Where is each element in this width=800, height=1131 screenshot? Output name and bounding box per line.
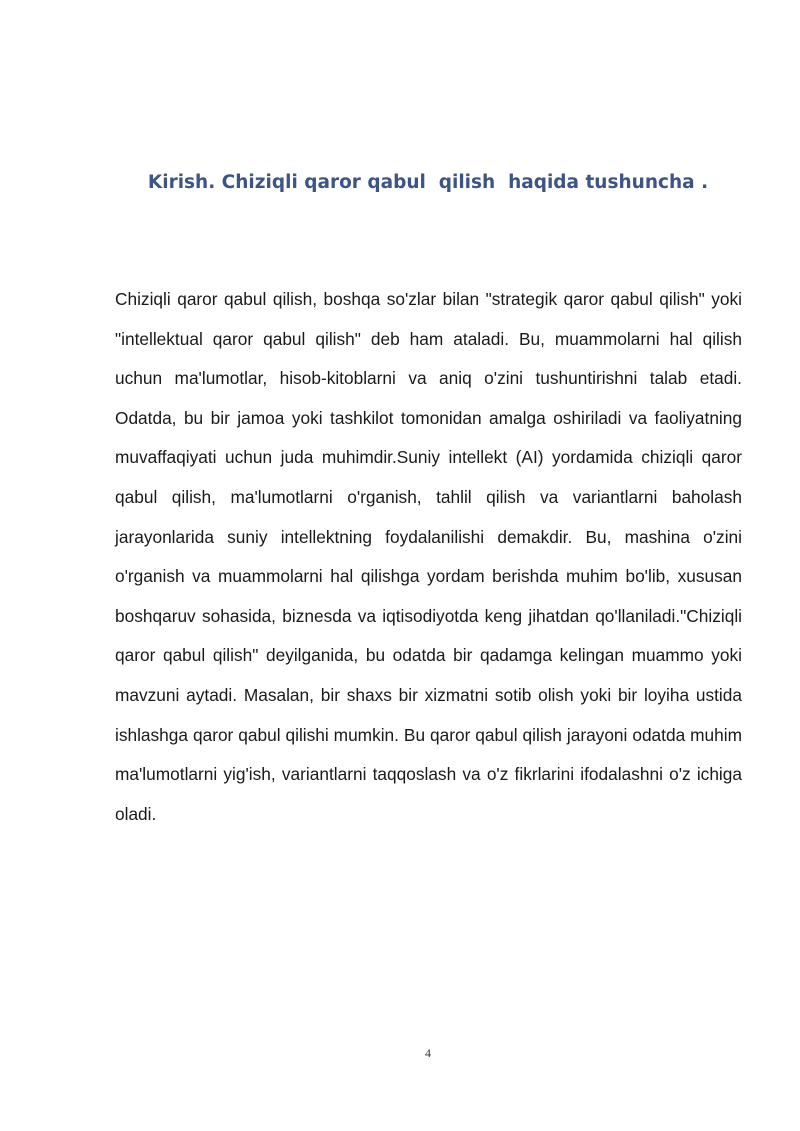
section-heading: Kirish. Chiziqli qaror qabul qilish haqida tushuncha . xyxy=(147,172,709,193)
page-number: 4 xyxy=(425,1046,431,1060)
body-paragraph: Chiziqli qaror qabul qilish, boshqa so'zlar bilan "strategik qaror qabul qilish" yoki "intellektual qaror qabul qilish" deb ham ataladi. Bu, muammolarni hal qilish uchun ma'lumotlar, hisob-kitoblarni va aniq o'zini tushuntirishni talab etadi. Odatda, bu bir jamoa yoki tashkilot tomonidan amalga oshiriladi va faoliyatning muvaffaqiyati uchun juda muhimdir.Suniy intellekt (AI) yordamida chiziqli qaror qabul qilish, ma'lumotlarni o'rganish, tahlil qilish va variantlarni baholash jarayonlarida suniy intellektning foydalanilishi demakdir. Bu, mashina o'zini o'rganish va muammolarni hal qilishga yordam berishda muhim bo'lib, xususan boshqaruv sohasida, biznesda va iqtisodiyotda keng jihatdan qo'llaniladi."Chiziqli qaror qabul qilish" deyilganida, bu odatda bir qadamga kelingan muammo yoki mavzuni aytadi. Masalan, bir shaxs bir xizmatni sotib olish yoki bir loyiha ustida ishlashga qaror qabul qilishi mumkin. Bu qaror qabul qilish jarayoni odatda muhim ma'lumotlarni yig'ish, variantlarni taqqoslash va o'z fikrlarini ifodalashni o'z ichiga oladi. xyxy=(115,289,742,824)
